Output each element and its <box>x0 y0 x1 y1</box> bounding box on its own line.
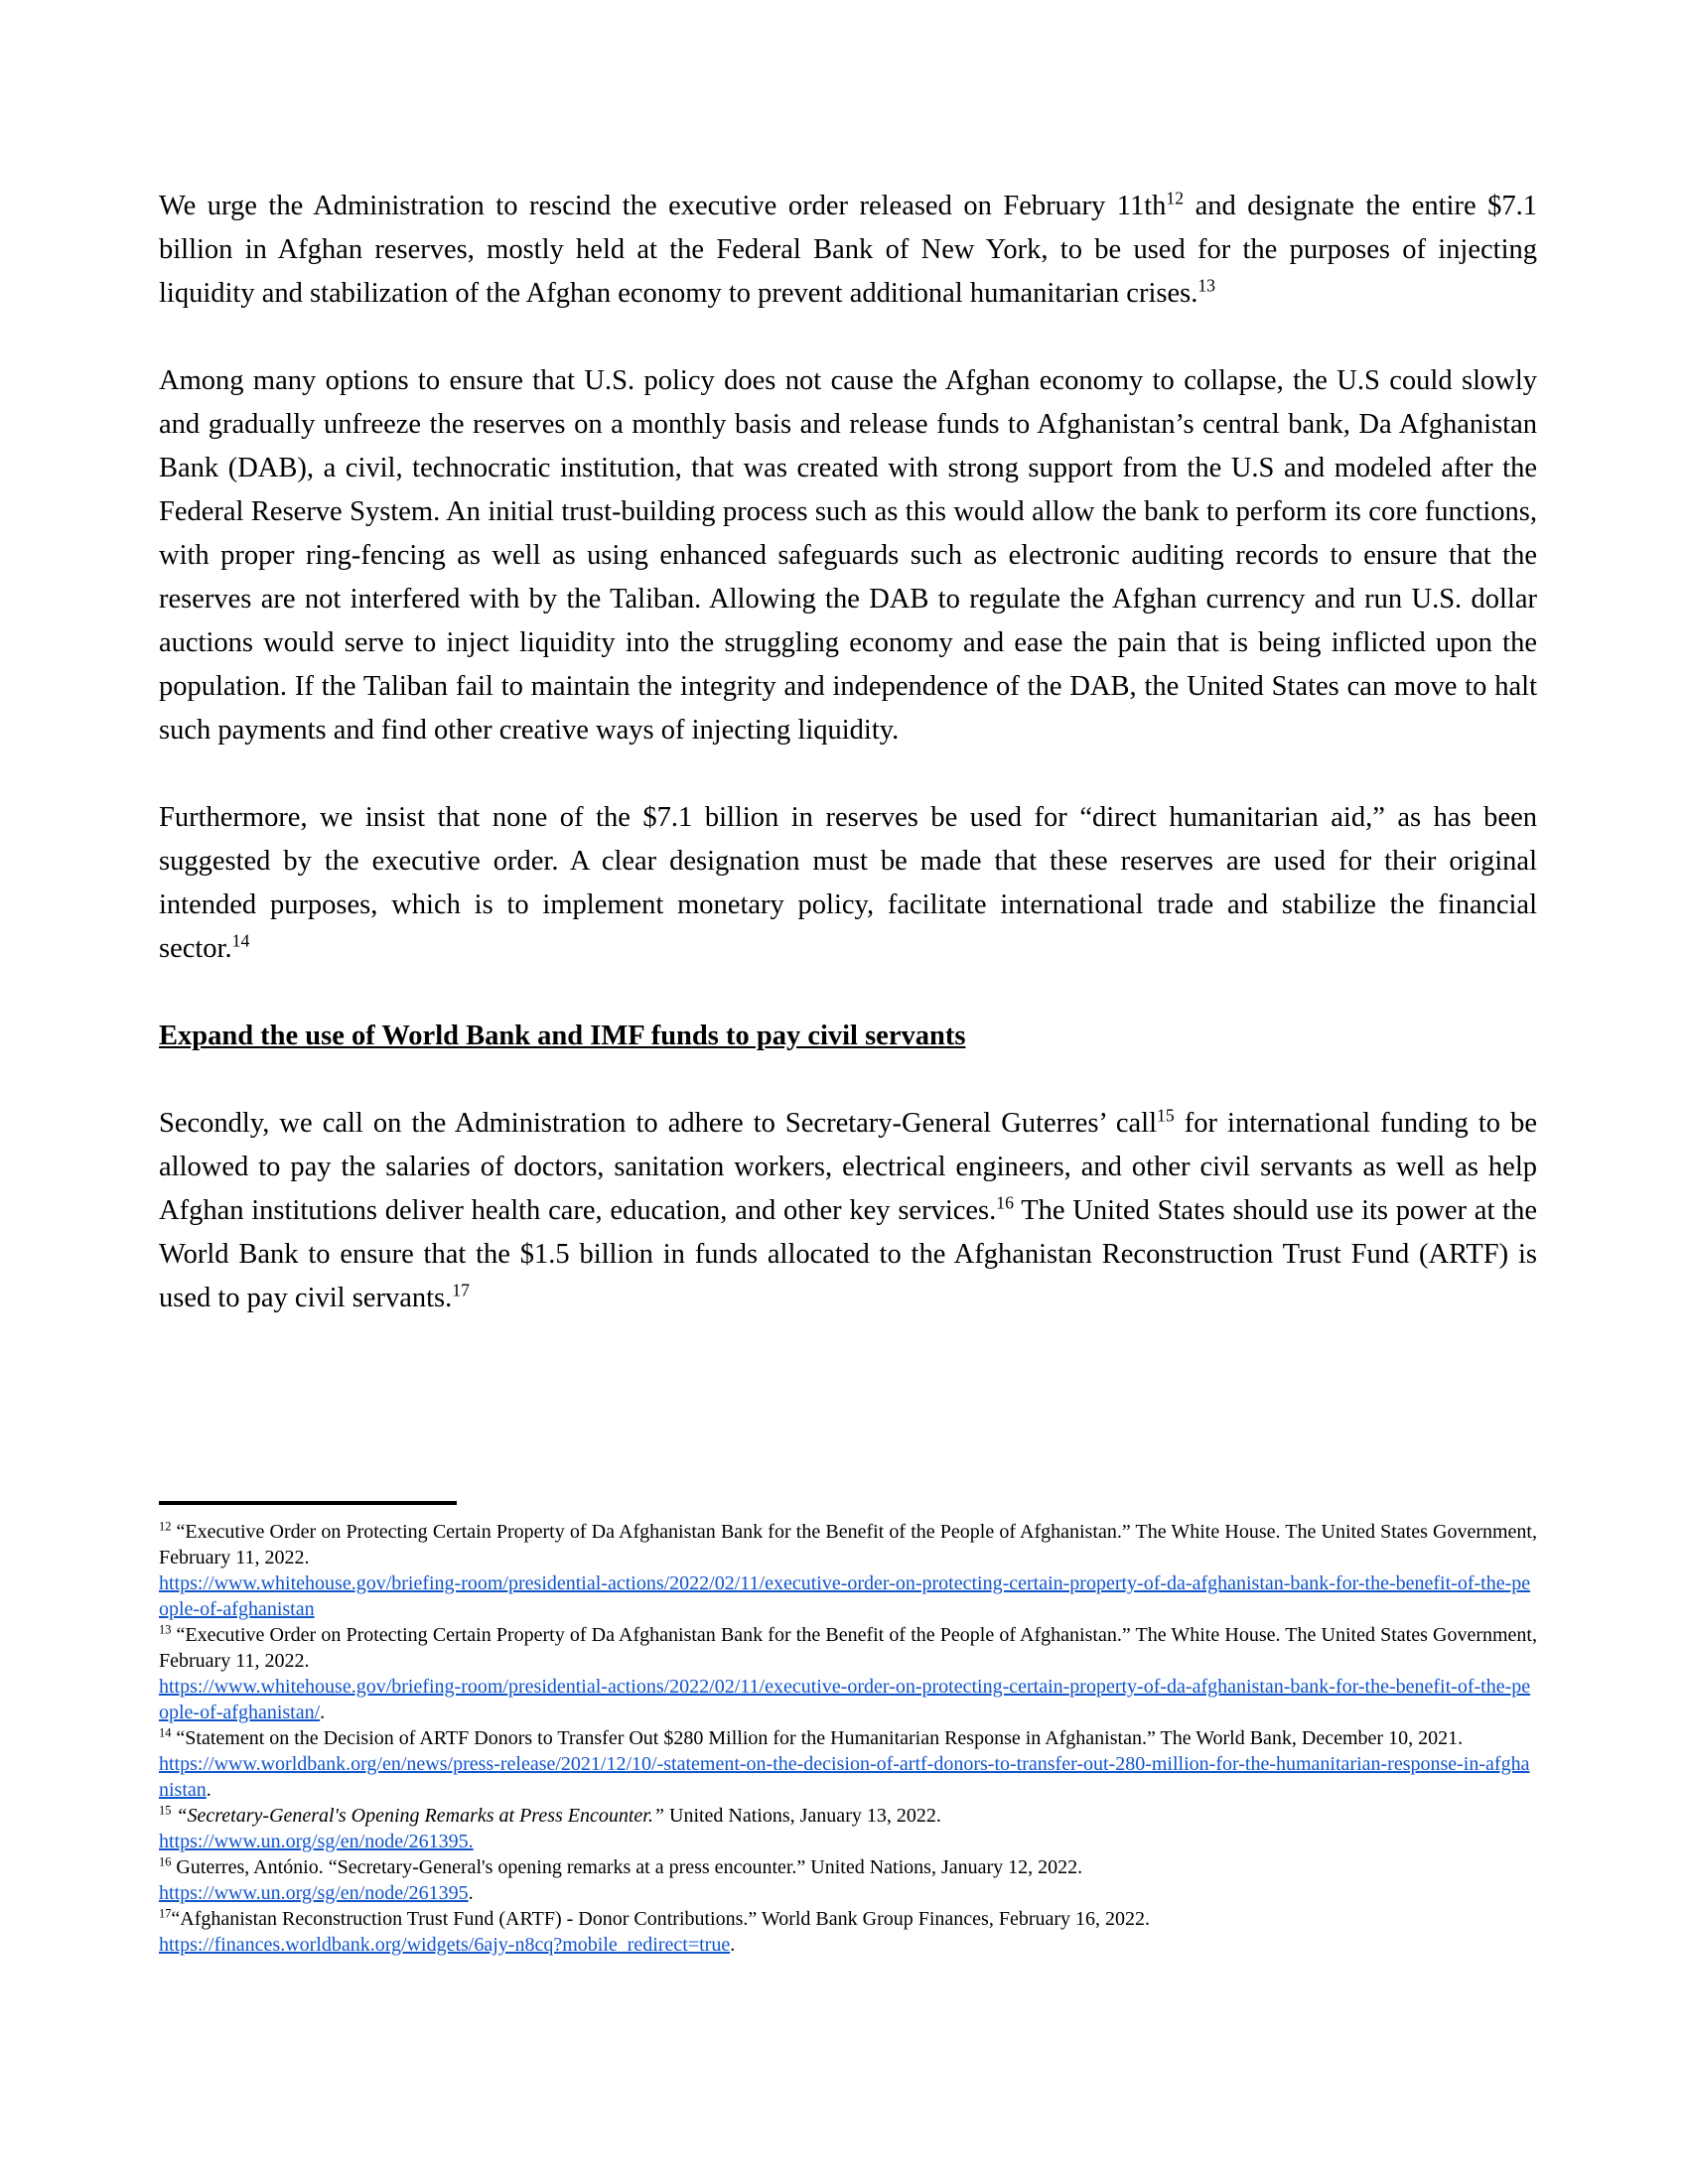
para-rescind-executive-order <box>159 185 1537 316</box>
footnote-ref: 12 <box>1166 188 1185 208</box>
footnote-ref: 16 <box>996 1192 1014 1213</box>
text-run: Furthermore, we insist that none of the $7.1 billion in reserves be used for “direct humanitarian aid,” as has been suggested by the executive order. A clear designation must be made that these reserves are used for their original intended purposes, which is to implement monetary policy, facilitate international trade and stabilize the financial sector. <box>159 802 1537 964</box>
footnote-17 <box>159 1906 1537 1958</box>
footnote-ref: 15 <box>1157 1105 1175 1126</box>
heading-expand-world-bank-imf-funds <box>159 1015 1537 1058</box>
footnote-ref: 13 <box>1197 275 1215 296</box>
footnote-url-link[interactable]: https://www.worldbank.org/en/news/press-release/2021/12/10/-statement-on-the-decision-of-artf-donors-to-transfer-out-280-million-for-the-humanitarian-response-in-afghanistan <box>159 1753 1530 1801</box>
footnote-ref: 14 <box>159 1725 172 1740</box>
text-run: . <box>206 1779 211 1801</box>
text-run: and designate the entire $7.1 billion in Afghan reserves, mostly held at the Federal Bank of New York, to be used for the purposes of injecting liquidity and stabilization of the Afghan economy to prevent additional humanitarian crises. <box>159 191 1537 309</box>
footnote-ref: 17 <box>159 1906 172 1921</box>
text-run: The United States should use its power at the World Bank to ensure that the $1.5 billion in funds allocated to the Afghanistan Reconstruction Trust Fund (ARTF) is used to pay civil servants. <box>159 1195 1537 1313</box>
footnote-url-link[interactable]: https://www.un.org/sg/en/node/261395. <box>159 1831 474 1852</box>
text-run: “Statement on the Decision of ARTF Donors to Transfer Out $280 Million for the Humanitarian Response in Afghanistan.” The World Bank, December 10, 2021. <box>171 1727 1464 1749</box>
text-run: “Afghanistan Reconstruction Trust Fund (ARTF) - Donor Contributions.” World Bank Group Finances, February 16, 2022. <box>171 1908 1151 1930</box>
document-body <box>159 185 1537 1364</box>
para-unfreeze-reserves <box>159 359 1537 752</box>
para-pay-civil-servants <box>159 1102 1537 1320</box>
footnotes-list <box>159 1519 1537 1958</box>
text-run: “Secretary-General's Opening Remarks at Press Encounter.” <box>176 1805 664 1827</box>
footnote-ref: 14 <box>231 930 250 951</box>
para-no-direct-humanitarian-aid <box>159 796 1537 971</box>
footnote-14 <box>159 1725 1537 1803</box>
text-run: Expand the use of World Bank and IMF funds to pay civil servants <box>159 1021 966 1051</box>
text-run: . <box>730 1934 736 1956</box>
footnote-url-link[interactable]: https://www.whitehouse.gov/briefing-room/presidential-actions/2022/02/11/executive-order-on-protecting-certain-property-of-da-afghanistan-bank-for-the-benefit-of-the-people-of-afghanistan/ <box>159 1676 1531 1723</box>
footnote-separator <box>159 1501 457 1505</box>
footnote-url-link[interactable]: https://finances.worldbank.org/widgets/6ajy-n8cq?mobile_redirect=true <box>159 1934 731 1956</box>
text-run: United Nations, January 13, 2022. <box>664 1805 941 1827</box>
text-run: Secondly, we call on the Administration to adhere to Secretary-General Guterres’ call <box>159 1108 1157 1139</box>
text-run: . <box>468 1882 474 1904</box>
text-run: “Executive Order on Protecting Certain Property of Da Afghanistan Bank for the Benefit of the People of Afghanistan.” The White House. The United States Government, February 11, 2022. <box>159 1521 1537 1569</box>
footnote-16 <box>159 1854 1537 1906</box>
footnotes-section <box>159 1501 1537 1958</box>
footnote-12 <box>159 1519 1537 1622</box>
footnote-ref: 17 <box>452 1280 470 1300</box>
text-run: Guterres, António. “Secretary-General's opening remarks at a press encounter.” United Nations, January 12, 2022. <box>171 1856 1083 1878</box>
footnote-ref: 15 <box>159 1803 172 1818</box>
text-run: “Executive Order on Protecting Certain Property of Da Afghanistan Bank for the Benefit of the People of Afghanistan.” The White House. The United States Government, February 11, 2022. <box>159 1624 1537 1672</box>
footnote-ref: 12 <box>159 1519 172 1534</box>
footnote-13 <box>159 1622 1537 1725</box>
text-run: for international funding to be allowed to pay the salaries of doctors, sanitation workers, electrical engineers, and other civil servants as well as help Afghan institutions deliver health care, education, and other key services. <box>159 1108 1537 1226</box>
footnote-url-link[interactable]: https://www.un.org/sg/en/node/261395 <box>159 1882 469 1904</box>
text-run: Among many options to ensure that U.S. policy does not cause the Afghan economy to collapse, the U.S could slowly and gradually unfreeze the reserves on a monthly basis and release funds to Afghanistan’s central bank, Da Afghanistan Bank (DAB), a civil, technocratic institution, that was created with strong support from the U.S and modeled after the Federal Reserve System. An initial trust-building process such as this would allow the bank to perform its core functions, with proper ring-fencing as well as using enhanced safeguards such as electronic auditing records to ensure that the reserves are not interfered with by the Taliban. Allowing the DAB to regulate the Afghan currency and run U.S. dollar auctions would serve to inject liquidity into the struggling economy and ease the pain that is being inflicted upon the population. If the Taliban fail to maintain the integrity and independence of the DAB, the United States can move to halt such payments and find other creative ways of injecting liquidity. <box>159 365 1537 746</box>
footnote-url-link[interactable]: https://www.whitehouse.gov/briefing-room/presidential-actions/2022/02/11/executive-order-on-protecting-certain-property-of-da-afghanistan-bank-for-the-benefit-of-the-people-of-afghanistan <box>159 1572 1531 1620</box>
footnote-ref: 16 <box>159 1854 172 1869</box>
text-run: . <box>320 1702 326 1723</box>
footnote-15 <box>159 1803 1537 1854</box>
footnote-ref: 13 <box>159 1622 172 1637</box>
text-run: We urge the Administration to rescind the executive order released on February 11th <box>159 191 1167 221</box>
